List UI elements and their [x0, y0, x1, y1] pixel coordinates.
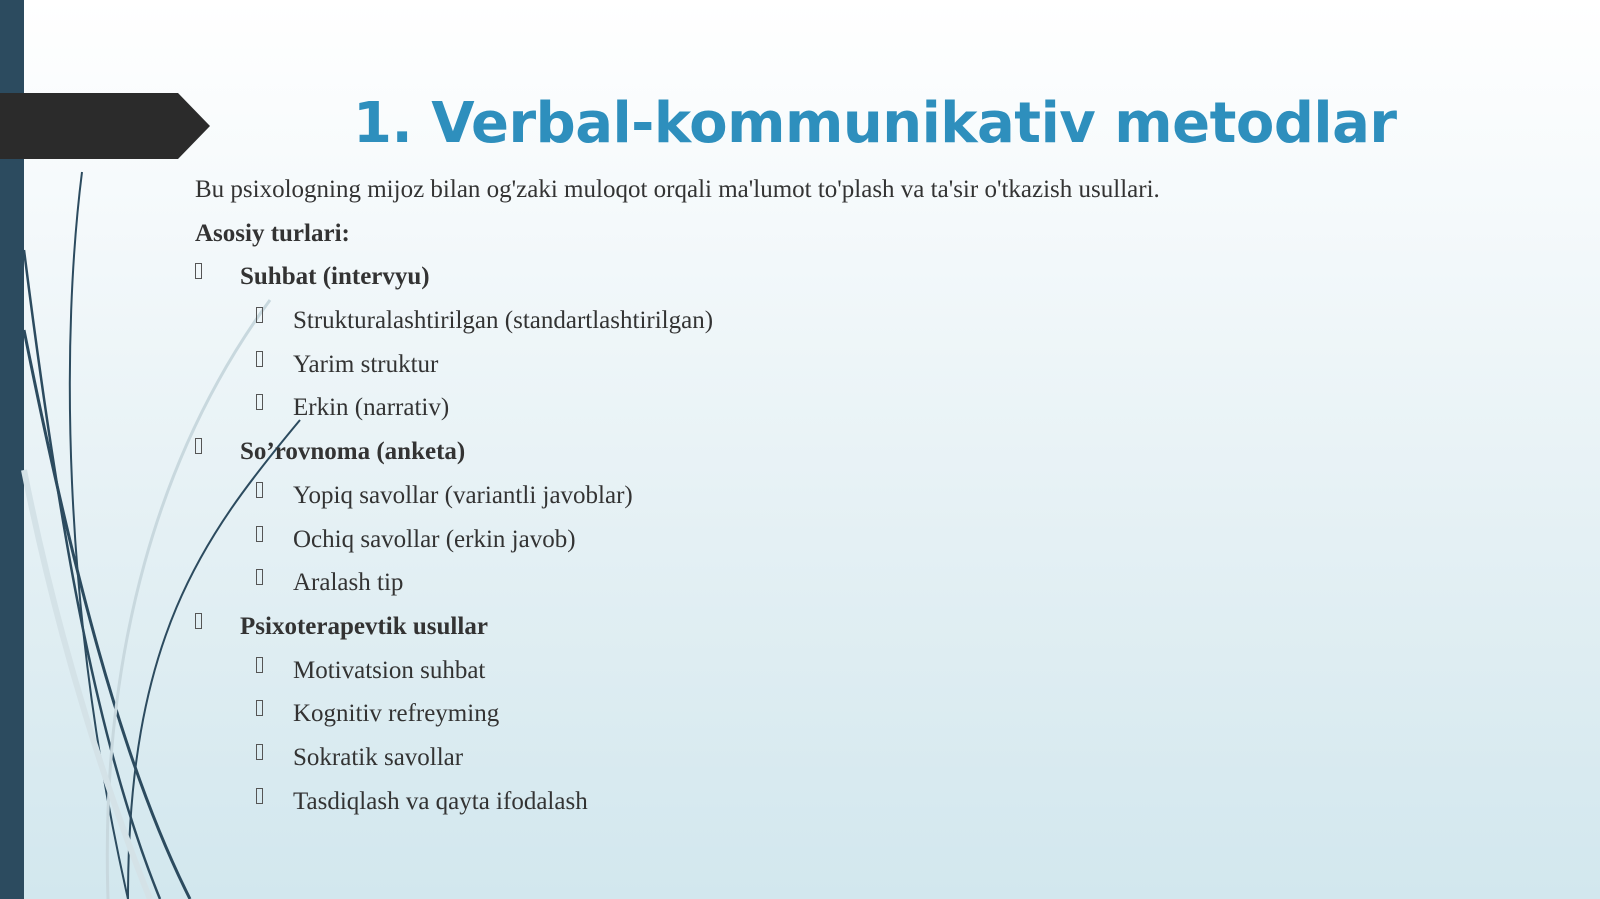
square-bullet-icon — [256, 744, 263, 760]
list-item: Suhbat (intervyu) — [195, 255, 1575, 299]
list-item: So’rovnoma (anketa) — [195, 430, 1575, 474]
list-subitem: Motivatsion suhbat — [195, 649, 1575, 693]
list-subitem: Strukturalashtirilgan (standartlashtirilgan) — [195, 299, 1575, 343]
square-bullet-icon — [256, 307, 263, 323]
square-bullet-icon — [256, 569, 263, 585]
section-heading: Asosiy turlari: — [195, 219, 350, 247]
list-subitem: Erkin (narrativ) — [195, 386, 1575, 430]
square-bullet-icon — [256, 482, 263, 498]
square-bullet-icon — [256, 788, 263, 804]
square-bullet-icon — [256, 394, 263, 410]
square-bullet-icon — [256, 526, 263, 542]
square-bullet-icon — [195, 263, 202, 279]
list-subitem: Yarim struktur — [195, 343, 1575, 387]
list-subitem: Kognitiv refreyming — [195, 692, 1575, 736]
list-subitem: Aralash tip — [195, 561, 1575, 605]
list-subitem: Tasdiqlash va qayta ifodalash — [195, 780, 1575, 824]
intro-text: Bu psixologning mijoz bilan og'zaki muloqot orqali ma'lumot to'plash va ta'sir o'tkazish usullari. — [195, 176, 1160, 203]
list-subitem: Yopiq savollar (variantli javoblar) — [195, 474, 1575, 518]
square-bullet-icon — [195, 438, 202, 454]
list-subitem: Sokratik savollar — [195, 736, 1575, 780]
list-item: Psixoterapevtik usullar — [195, 605, 1575, 649]
list-subitem: Ochiq savollar (erkin javob) — [195, 518, 1575, 562]
square-bullet-icon — [256, 700, 263, 716]
square-bullet-icon — [256, 351, 263, 367]
square-bullet-icon — [256, 657, 263, 673]
slide-body — [195, 168, 1575, 823]
square-bullet-icon — [195, 613, 202, 629]
arrow-banner-shape — [0, 93, 210, 159]
slide-title: 1. Verbal-kommunikativ metodlar — [353, 91, 1397, 156]
